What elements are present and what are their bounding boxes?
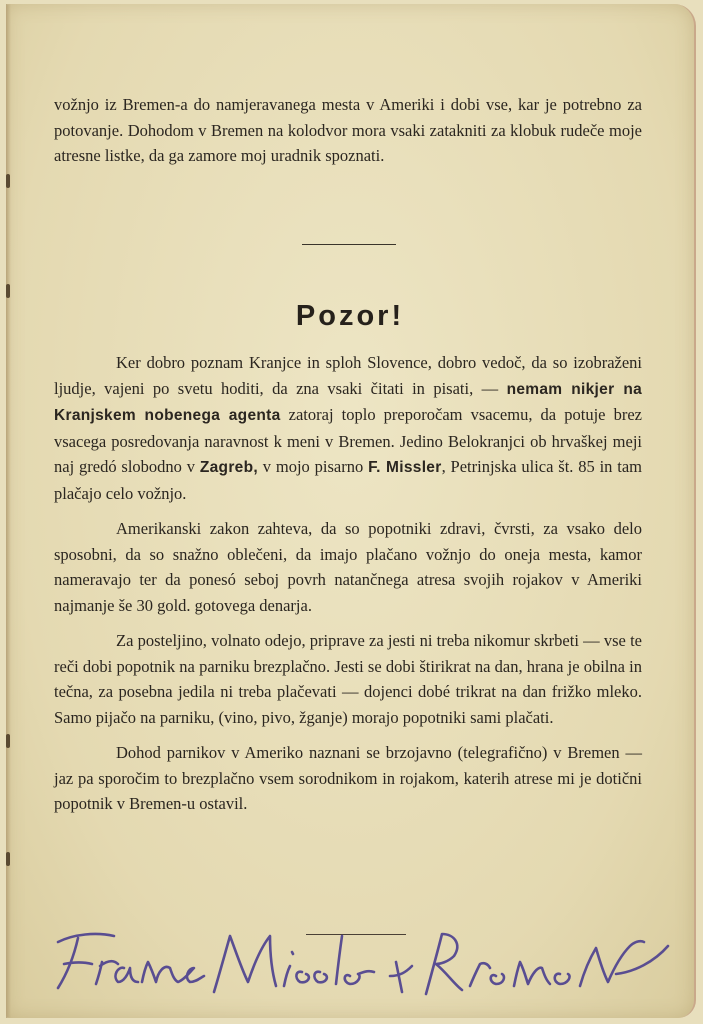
staple-hole [6,284,10,298]
staple-hole [6,174,10,188]
staple-hole [6,734,10,748]
emphasis-no-agent: nemam nikjer na Kranjskem nobenega agenta [54,380,643,424]
paragraph-arrival: Dohod parnikov v Ameriko naznani se brzojavno (telegrafično) v Bremen — jaz pa sporočim to brezplačno vsem sorodnikom in rojakom, katerih atrese mi je dotični popotnik v Bremen-u ostavil. [54,743,642,813]
emphasis-missler: F. Missler [368,459,442,476]
handwritten-signature [44,912,684,1012]
paragraph-law: Amerikanski zakon zahteva, da so popotniki zdravi, čvrsti, za vsako delo sposobni, da so snažno oblečeni, da imajo plačano vožnjo do oneja mesta, kamor nameravajo ter da ponesó seboj povrh natančnega atresa svojih rojakov v Ameriki najmanje še 30 gold. gotovega denarja. [54,519,642,615]
emphasis-zagreb: Zagreb, [199,459,258,476]
top-paragraph [54,92,642,169]
paragraph-provisions: Za posteljino, volnato odejo, priprave za jesti ni treba nikomur skrbeti — vse te reči dobi popotnik na parniku brezplačno. Jesti se dobi štirikrat na dan, hrana je obilna in tečna, za posebna jedila ni treba plačevati — dojenci dobé trikrat na dan frižko mleko. Samo pijačo na parniku, (vino, pivo, žganje) morajo popotniki sami plačati. [54,631,642,727]
section-divider [302,244,396,245]
paragraph-agents: Ker dobro poznam Kranjce in sploh Slovence, dobro vedoč, da so izobraženi ljudje, vajeni po svetu hoditi, da zna vsaki čitati in pisati, — nemam nikjer na Kranjskem nobenega agenta zatoraj toplo preporočam vsacemu, da potuje brez vsacega posredovanja naravnost k meni v Bremen. Jedino Belokranjci ob hrvaškej meji naj gredó slobodno v Zagreb, v mojo pisarno F. Missler, Petrinjska ulica št. 85 in tam plačajo celo vožnjo. [54,353,643,503]
document-page [6,4,696,1018]
page-heading: Pozor! [295,300,405,332]
staple-hole [6,852,10,866]
paragraph-text: vožnjo iz Bremen-a do namjeravanega mesta v Ameriki i dobi vse, kar je potrebno za potovanje. Dohodom v Bremen na kolodvor mora vsaki zatakniti za klobuk rudeče moje atresne listke, da ga zamore moj uradnik spoznati. [54,95,642,165]
body-text [54,350,642,817]
